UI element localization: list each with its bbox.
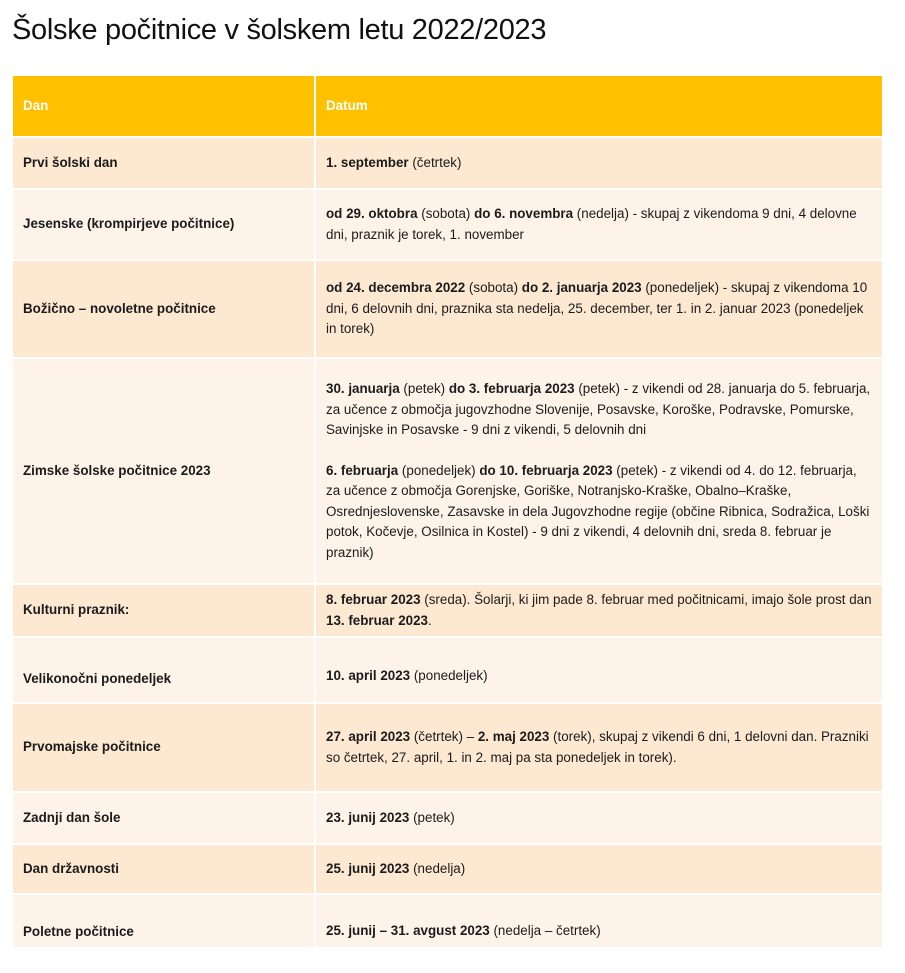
row-date: 23. junij 2023 (petek) [316, 793, 882, 845]
table-row [13, 638, 882, 704]
date-emphasis: 10. april 2023 [326, 667, 411, 683]
table-row [13, 895, 882, 949]
row-name: Prvomajske počitnice [13, 704, 316, 793]
table-row [13, 585, 882, 638]
row-date-part-1: 30. januarja (petek) do 3. februarja 2023 (petek) - z vikendi od 28. januarja do 5. februarja, za učence z območja jugovzhodne Slovenije, Posavske, Koroške, Podravske, Pomurske, Savinjske in Posavske - 9 dni z vikendi, 5 delovnih dni [326, 381, 871, 437]
date-emphasis: 8. februar 2023 [326, 592, 421, 607]
row-name: Zimske šolske počitnice 2023 [13, 359, 316, 585]
date-emphasis: 25. junij – 31. avgust 2023 [326, 922, 490, 938]
date-emphasis: do 2. januarja 2023 [521, 280, 642, 296]
row-date: 8. februar 2023 (sreda). Šolarji, ki jim pade 8. februar med počitnicami, imajo šole prost dan 13. februar 2023. [316, 585, 882, 638]
column-header-datum: Datum [316, 76, 882, 138]
date-emphasis: do 6. novembra [474, 206, 574, 221]
row-name: Jesenske (krompirjeve počitnice) [13, 190, 316, 261]
row-name: Božično – novoletne počitnice [13, 261, 316, 359]
date-emphasis: 30. januarja [326, 381, 400, 396]
date-emphasis: 23. junij 2023 [326, 809, 410, 825]
row-date: 25. junij – 31. avgust 2023 (nedelja – četrtek) [316, 895, 882, 949]
date-emphasis: 6. februarja [326, 462, 399, 478]
paragraph-gap [326, 441, 872, 461]
date-emphasis: od 29. oktobra [326, 206, 418, 221]
date-emphasis: do 3. februarja 2023 [448, 381, 575, 396]
column-header-dan: Dan [13, 76, 316, 138]
row-date: od 24. decembra 2022 (sobota) do 2. januarja 2023 (ponedeljek) - skupaj z vikendoma 10 dni, 6 delovnih dni, praznika sta nedelja, 25. december, ter 1. in 2. januar 2023 (ponedeljek in torek) [316, 261, 882, 359]
row-name: Poletne počitnice [13, 895, 316, 949]
date-emphasis: 1. september [326, 154, 409, 170]
date-emphasis: 2. maj 2023 [477, 729, 550, 744]
table-row [13, 704, 882, 793]
table-row [13, 190, 882, 261]
table-row [13, 793, 882, 845]
row-name: Zadnji dan šole [13, 793, 316, 845]
table-row [13, 845, 882, 895]
row-name: Velikonočni ponedeljek [13, 638, 316, 704]
row-name: Dan državnosti [13, 845, 316, 895]
table-row [13, 261, 882, 359]
date-emphasis: 13. februar 2023 [326, 612, 428, 628]
table-row [13, 359, 882, 585]
date-emphasis: 27. april 2023 [326, 729, 411, 744]
date-emphasis: od 24. decembra 2022 [326, 280, 466, 296]
row-date: od 29. oktobra (sobota) do 6. novembra (nedelja) - skupaj z vikendoma 9 dni, 4 delovne dni, praznik je torek, 1. november [316, 190, 882, 261]
row-name: Prvi šolski dan [13, 138, 316, 190]
row-date [316, 359, 882, 585]
page-title: Šolske počitnice v šolskem letu 2022/2023 [12, 14, 547, 46]
table-row [13, 138, 882, 190]
row-date: 10. april 2023 (ponedeljek) [316, 638, 882, 704]
table-header-row [13, 76, 882, 138]
row-date: 27. april 2023 (četrtek) – 2. maj 2023 (torek), skupaj z vikendi 6 dni, 1 delovni dan. Prazniki so četrtek, 27. april, 1. in 2. maj pa sta ponedeljek in torek). [316, 704, 882, 793]
date-emphasis: 25. junij 2023 [326, 860, 410, 876]
row-name: Kulturni praznik: [13, 585, 316, 638]
row-date: 25. junij 2023 (nedelja) [316, 845, 882, 895]
row-date: 1. september (četrtek) [316, 138, 882, 190]
date-emphasis: do 10. februarja 2023 [479, 462, 613, 478]
row-date-part-2: 6. februarja (ponedeljek) do 10. februarja 2023 (petek) - z vikendi od 4. do 12. februarja, za učence z območja Gorenjske, Goriške, Notranjsko-Kraške, Obalno–Kraške, Osrednjeslovenske, Zasavske in dela Jugovzhodne regije (občine Ribnica, Sodražica, Loški potok, Kočevje, Osilnica in Kostel) - 9 dni z vikendi, 4 delovnih dni, sreda 8. februar je praznik) [326, 462, 870, 560]
holiday-schedule-table [13, 76, 882, 949]
